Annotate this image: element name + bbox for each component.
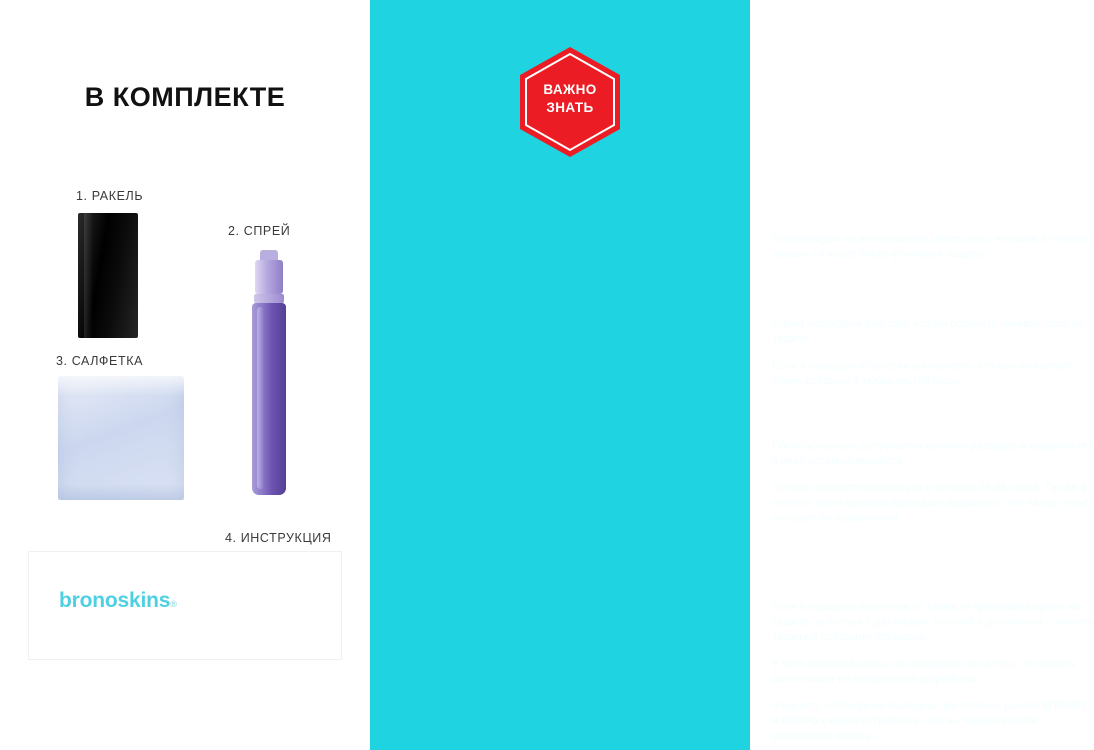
section-spray xyxy=(772,287,1094,389)
section-paragraph: Если в процессе установки вы поймете, что вам не хватает спрея добавьте в тюбик чистой воды. xyxy=(772,360,1073,387)
spray-bottle-icon xyxy=(248,250,290,495)
section-cutouts xyxy=(772,570,1094,744)
badge-line-1: ВАЖНО xyxy=(543,82,597,97)
item-label-spray: 2. СПРЕЙ xyxy=(228,224,291,238)
manual-sheet-icon xyxy=(28,551,342,660)
section-paragraph: Спрей необходим для того, что бы ослабить клеевой слой на защите. xyxy=(772,318,1084,345)
spray-cap-part xyxy=(255,260,283,294)
spray-collar-part xyxy=(254,294,284,303)
microfiber-cloth-icon xyxy=(58,376,184,500)
brand-logo-text: bronoskins xyxy=(59,589,171,612)
section-heading: ИПОЛЬЗОВАНИЕ С ЧЕХЛАМИ xyxy=(772,202,1023,220)
section-cases xyxy=(772,202,1094,262)
item-label-cloth: 3. САЛФЕТКА xyxy=(56,354,144,368)
section-paragraph: После установки допускается наличие разводов и неровностей в виде остатков жидкости. xyxy=(772,440,1094,467)
squeegee-icon xyxy=(78,213,138,338)
important-badge xyxy=(513,45,627,159)
item-label-squeegee: 1. РАКЕЛЬ xyxy=(76,189,144,203)
section-paragraph: В 99% случаях вырезы не совпадают из-за того, что защиту растягивают по поверхности устройства. xyxy=(772,658,1077,685)
badge-text xyxy=(513,81,627,117)
section-paragraph: Рекомендуем не использовать совместно с чехлами в течении первых 24 часов после установки защиты. xyxy=(772,233,1090,260)
section-heading: РАЗВОДЫ ПОД ЗАЩИТОЙ xyxy=(772,409,993,427)
section-streaks xyxy=(772,409,1094,526)
item-label-manual: 4. ИНСТРУКЦИЯ xyxy=(225,531,332,545)
badge-line-2: ЗНАТЬ xyxy=(546,100,594,115)
brand-logo xyxy=(59,589,177,613)
registered-mark-icon: ® xyxy=(170,599,177,609)
section-paragraph: Остатки жидкости испаряться в течении 24-48 часов. Так же в течении этого времени пропадает ощущение, что палец плохо скользит по поверхности. xyxy=(772,482,1090,524)
section-heading: СПРЕЙ xyxy=(772,287,832,305)
spray-body-part xyxy=(252,303,286,495)
section-paragraph: Жидкость необходимо выводить при помощи ракеля ВПРАВО и ВЛЕВО к краям устройства - так вы предотвратите растяжение защиты. xyxy=(772,700,1087,742)
section-paragraph: Если в процессе установки по каким то причинам вырезы на защите не совпал с датчиками, кнопкой и динамиком - снимите защиту и повторите установку. xyxy=(772,601,1094,643)
left-panel-kit-contents xyxy=(0,0,370,750)
page-title: В КОМПЛЕКТЕ xyxy=(84,82,286,112)
section-heading: НЕ СОВПАЛИ ВЫРЕЗЫ xyxy=(772,570,970,588)
